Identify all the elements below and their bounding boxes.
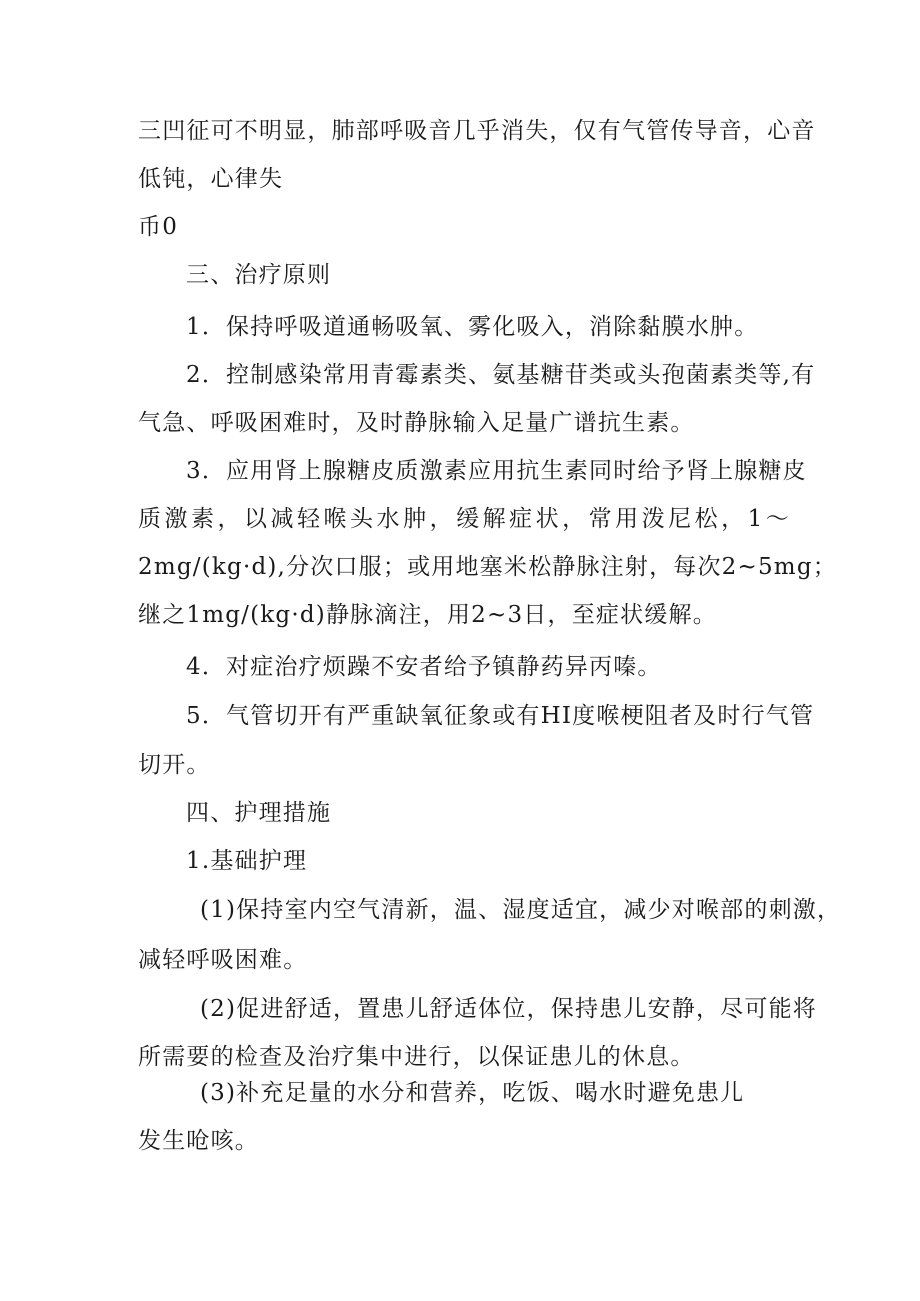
- body-text-line: 气急、呼吸困难时，及时静脉输入足量广谱抗生素。: [138, 410, 695, 436]
- subsection-heading: 1.基础护理: [186, 848, 308, 874]
- body-text-line: 所需要的检查及治疗集中进行，以保证患儿的休息。: [138, 1044, 695, 1070]
- section-heading: 三、治疗原则: [186, 262, 332, 288]
- body-text-line: 低钝，心律失: [138, 166, 284, 192]
- section-heading: 四、护理措施: [186, 800, 332, 826]
- list-item: (1)保持室内空气清新，温、湿度适宜，减少对喉部的刺激，: [200, 897, 842, 923]
- body-text-line: 继之1mg/(kg·d)静脉滴注，用2~3日，至症状缓解。: [138, 602, 717, 628]
- list-item: 5．气管切开有严重缺氧征象或有HI度喉梗阻者及时行气管: [186, 703, 815, 729]
- list-item: (2)促进舒适，置患儿舒适体位，保持患儿安静，尽可能将: [200, 996, 817, 1022]
- body-text-line: 发生呛咳。: [138, 1128, 259, 1154]
- body-text-line: 切开。: [138, 752, 211, 778]
- body-text-line: 币0: [138, 214, 179, 240]
- list-item: 2．控制感染常用青霉素类、氨基糖苷类或头孢菌素类等,有: [186, 362, 816, 388]
- body-text-line: 三凹征可不明显，肺部呼吸音几乎消失，仅有气管传导音，心音: [138, 118, 816, 144]
- list-item: (3)补充足量的水分和营养，吃饭、喝水时避免患儿: [200, 1080, 745, 1106]
- body-text-line: 减轻呼吸困难。: [138, 947, 308, 973]
- body-text-line: 2mg/(kg·d),分次口服；或用地塞米松静脉注射，每次2~5mg；: [138, 554, 837, 580]
- list-item: 1．保持呼吸道通畅吸氧、雾化吸入，消除黏膜水肿。: [186, 314, 759, 340]
- list-item: 4．对症治疗烦躁不安者给予镇静药异丙嗪。: [186, 654, 662, 680]
- list-item: 3．应用肾上腺糖皮质激素应用抗生素同时给予肾上腺糖皮: [186, 458, 807, 484]
- body-text-line: 质激素，以减轻喉头水肿，缓解症状，常用泼尼松，1～: [138, 506, 790, 532]
